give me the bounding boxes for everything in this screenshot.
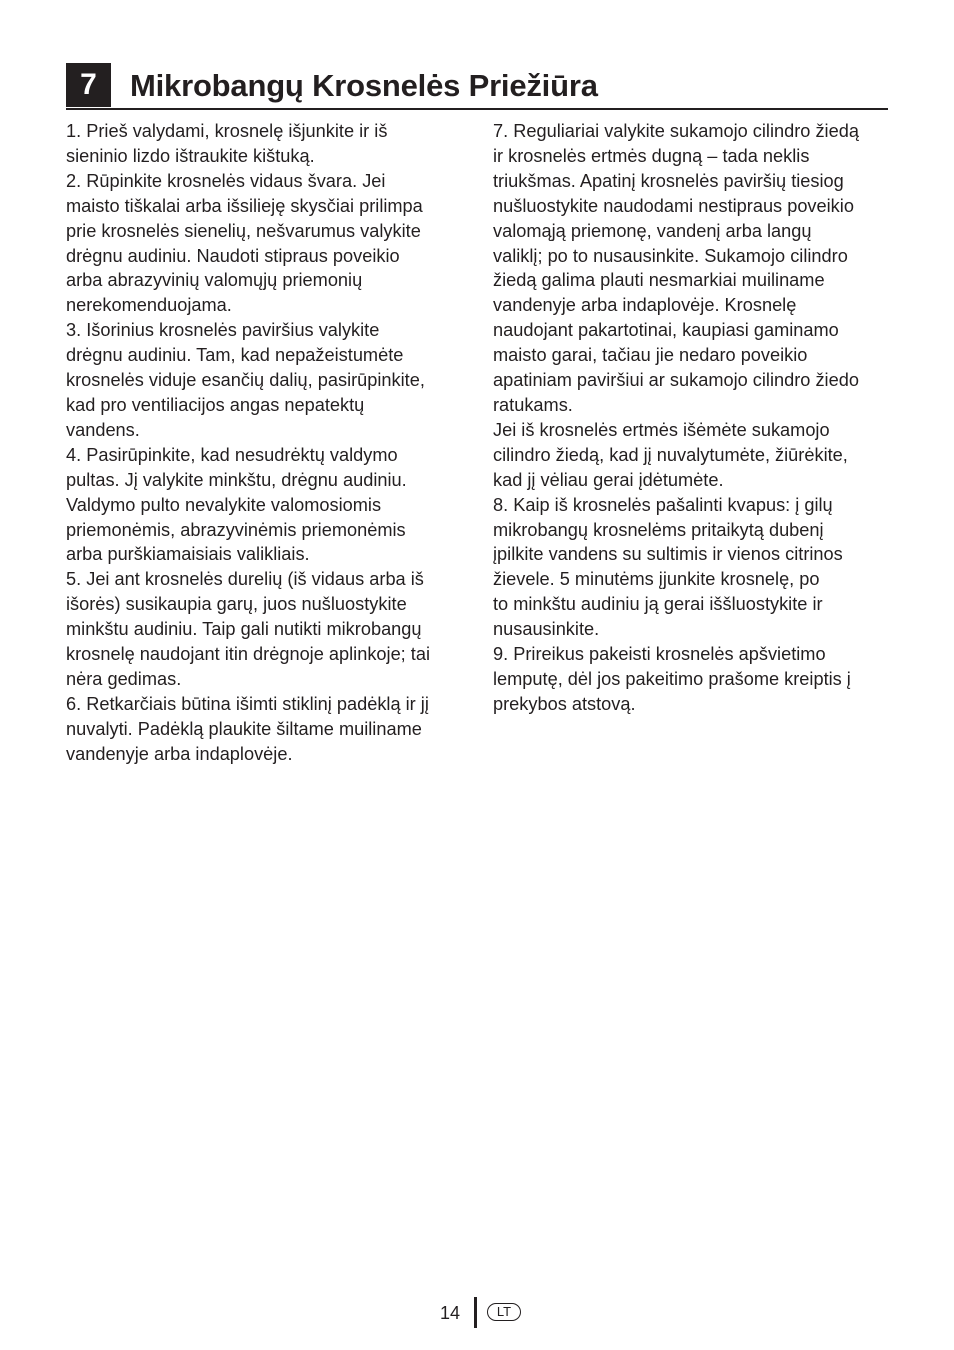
instruction-paragraph: 8. Kaip iš krosnelės pašalinti kvapus: į gilų mikrobangų krosnelėms pritaikytą dubenį įpilkite vandens su sultimis ir vienos citrinos žievele. 5 minutėms įjunkite krosnelę, po to minkštu audiniu ją gerai iššluostykite ir nusausinkite. (493, 494, 843, 640)
instruction-paragraph: 4. Pasirūpinkite, kad nesudrėktų valdymo pultas. Jį valykite minkštu, drėgnu audiniu. Valdymo pulto nevalykite valomosiomis priemonėmis, abrazyvinėmis priemonėmis arba purškiamaisiais valikliais. (66, 444, 407, 565)
instruction-paragraph: 7. Reguliariai valykite sukamojo cilindro žiedą ir krosnelės ertmės dugną – tada neklis triukšmas. Apatinį krosnelės paviršių tiesiog nušluostykite naudodami nestipraus poveikio valomąją priemonę, vandenį arba langų valiklį; po to nusausinkite. Sukamojo cilindro žiedą galima plauti nesmarkiai muiliname vandenyje arba indaplovėje. Krosnelę naudojant pakartotinai, kaupiasi gaminamo maisto garai, tačiau jie nedaro poveikio apatiniam paviršiui ar sukamojo cilindro žiedo ratukams. (493, 121, 859, 415)
page-title: Mikrobangų Krosnelės Priežiūra (130, 68, 598, 103)
instruction-paragraph: 5. Jei ant krosnelės durelių (iš vidaus arba iš išorės) susikaupia garų, juos nušluostykite minkštu audiniu. Taip gali nutikti mikrobangų krosnelę naudojant itin drėgnoje aplinkoje; tai nėra gedimas. (66, 569, 430, 689)
section-header (66, 63, 888, 110)
instruction-paragraph: 9. Prireikus pakeisti krosnelės apšvietimo lemputę, dėl jos pakeitimo prašome kreiptis į prekybos atstovą. (493, 644, 851, 714)
instruction-paragraph: 3. Išorinius krosnelės paviršius valykite drėgnu audiniu. Tam, kad nepažeistumėte krosnelės viduje esančių dalių, pasirūpinkite, kad pro ventiliacijos angas nepatektų vandens. (66, 320, 425, 440)
left-text-column (66, 119, 466, 767)
footer-divider (474, 1297, 477, 1328)
instruction-paragraph: 6. Retkarčiais būtina išimti stiklinį padėklą ir jį nuvalyti. Padėklą plaukite šiltame muiliname vandenyje arba indaplovėje. (66, 693, 429, 764)
right-text-column (493, 119, 893, 717)
instruction-paragraph: 2. Rūpinkite krosnelės vidaus švara. Jei maisto tiškalai arba išsilieję skysčiai prilimpa prie krosnelės sienelių, nešvarumus valykite drėgnu audiniu. Naudoti stipraus poveikio arba abrazyvinių valomųjų priemonių nerekomenduojama. (66, 170, 423, 316)
chapter-number-badge: 7 (66, 63, 111, 107)
instruction-paragraph: Jei iš krosnelės ertmės išėmėte sukamojo cilindro žiedą, kad jį nuvalytumėte, žiūrėkite, kad jį vėliau gerai įdėtumėte. (493, 419, 848, 490)
instruction-paragraph: 1. Prieš valydami, krosnelę išjunkite ir iš sieninio lizdo ištraukite kištuką. (66, 121, 388, 166)
page-number: 14 (440, 1303, 461, 1323)
language-badge: LT (487, 1303, 521, 1321)
